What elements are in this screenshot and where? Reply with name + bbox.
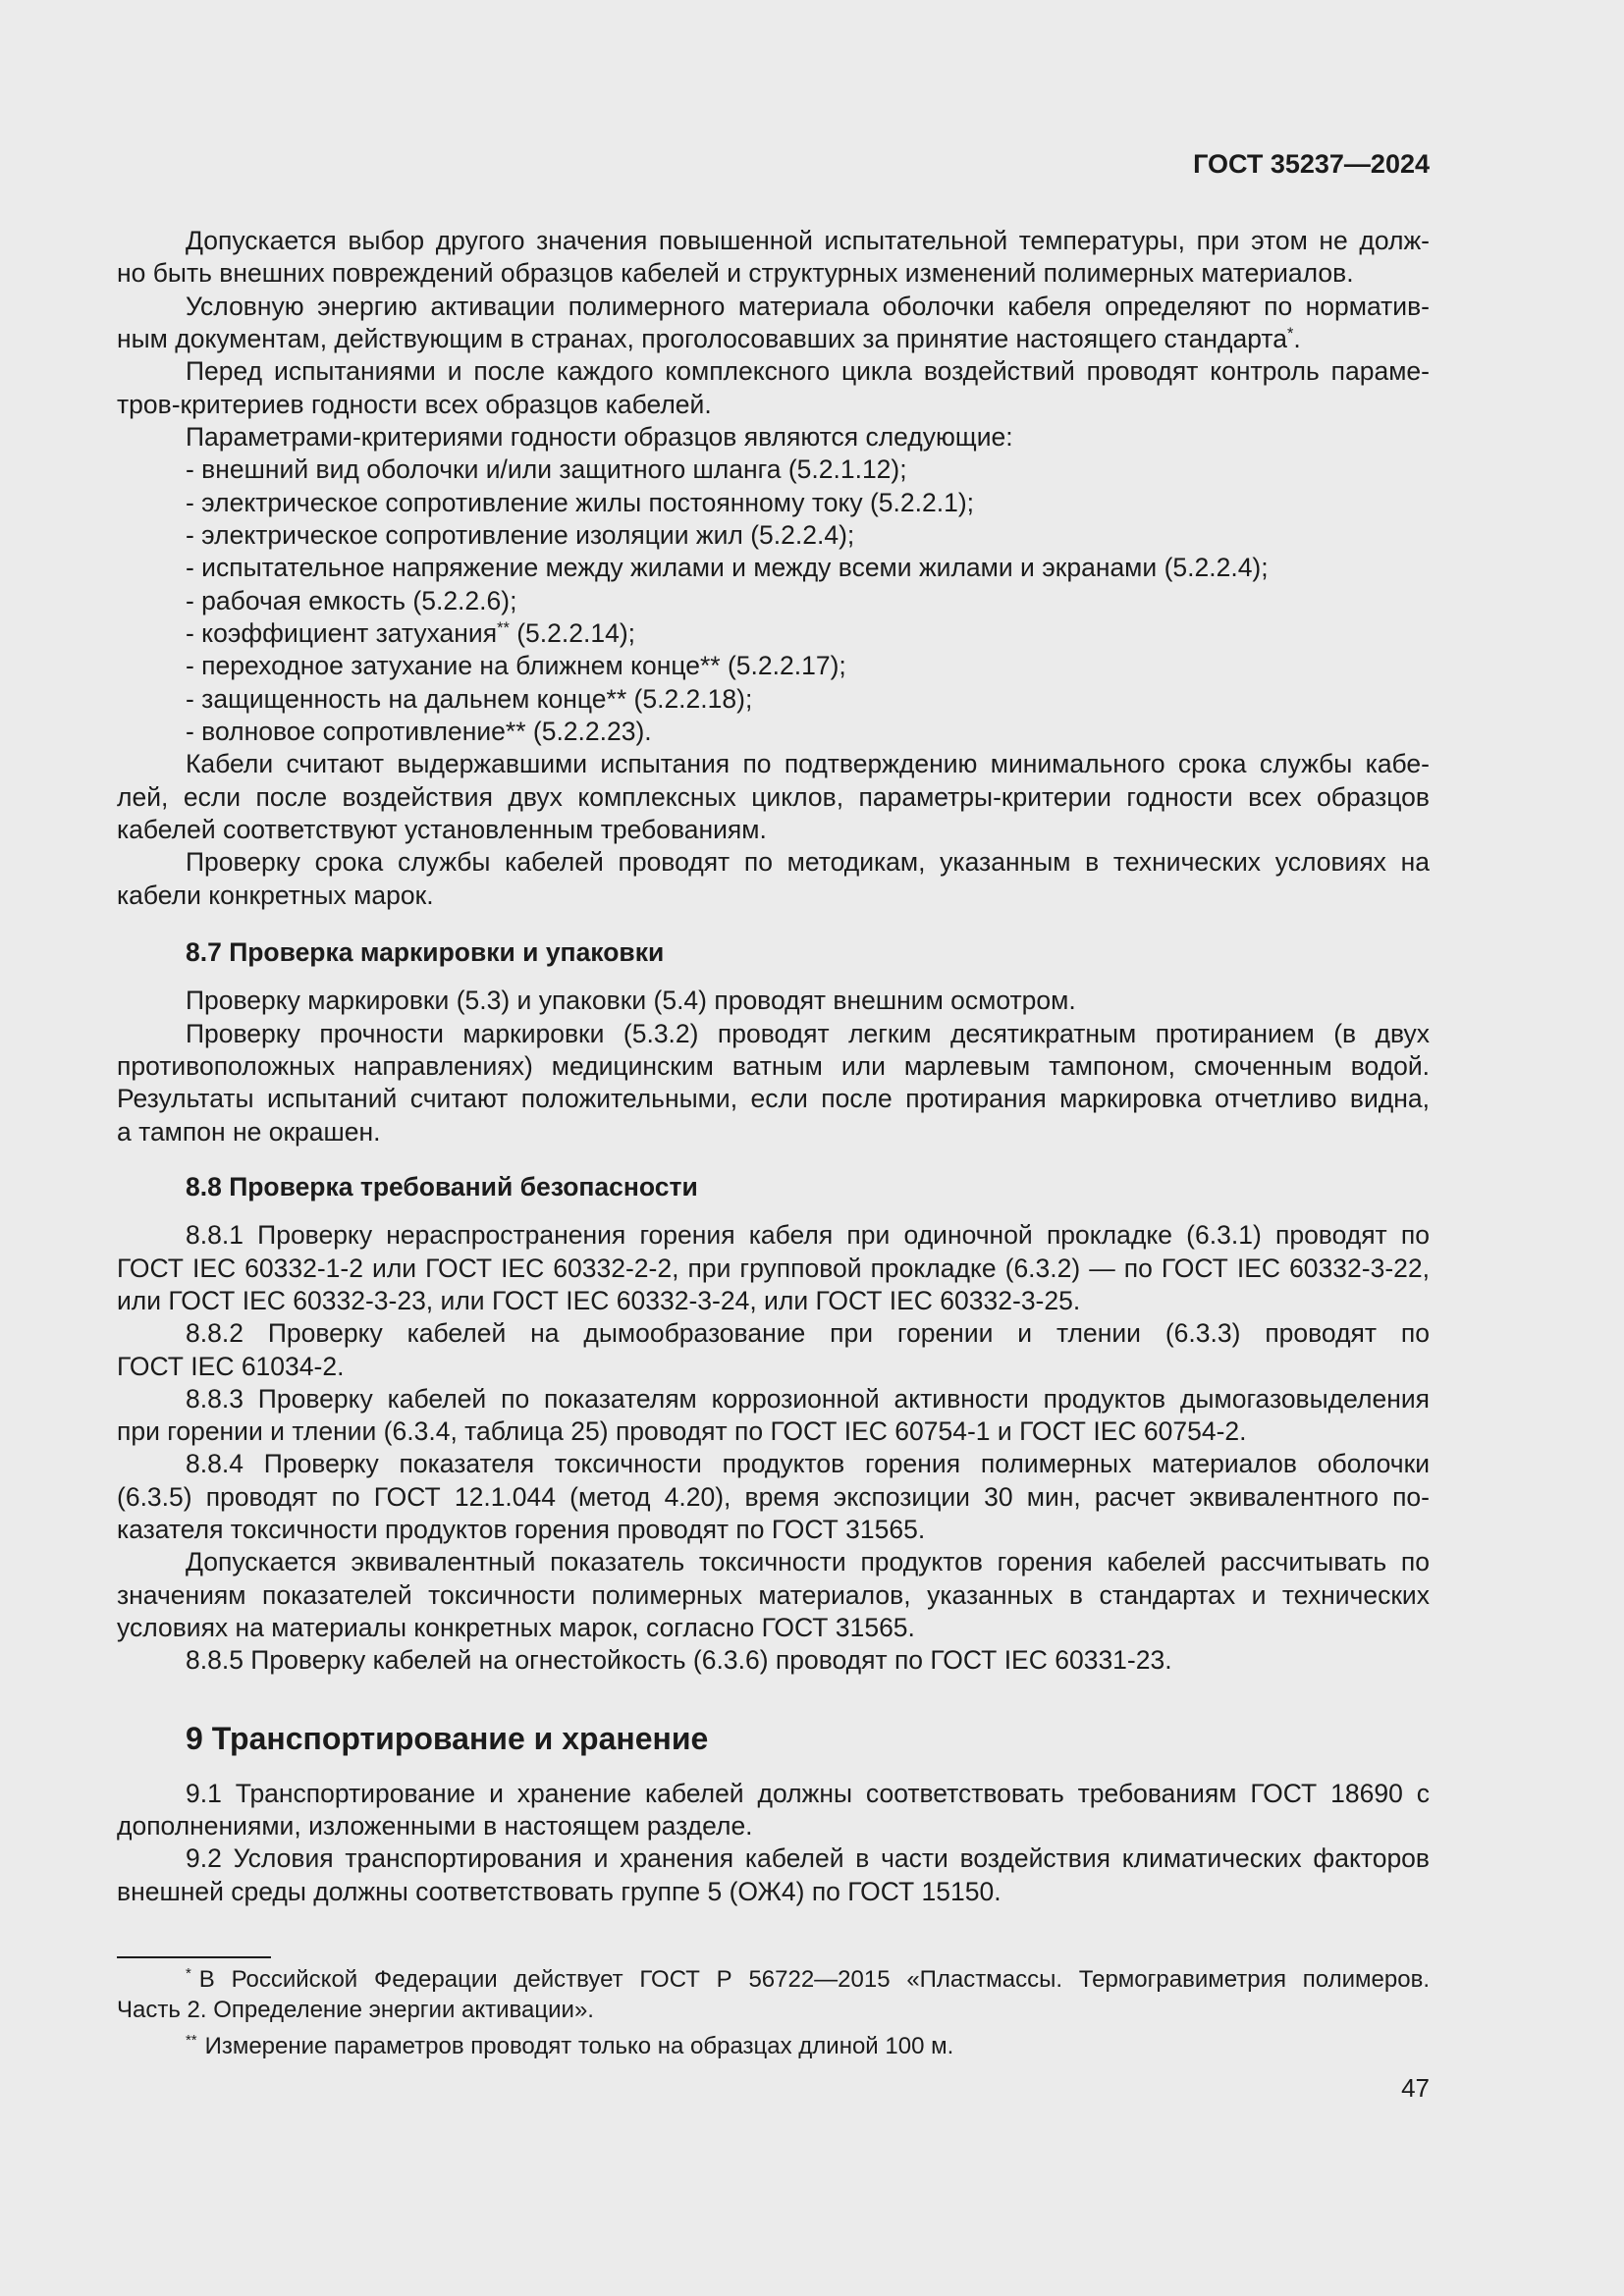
text-line: Проверку маркировки (5.3) и упаковки (5.4) проводят внешним осмотром. [186, 986, 1076, 1016]
footnotes [117, 1964, 1430, 2061]
text-segment: (5.2.2.14); [509, 617, 636, 648]
paragraph [117, 1644, 1430, 1677]
list-item: - защищенность на дальнем конце** (5.2.2.18); [186, 683, 753, 714]
text-line: а тампон не окрашен. [117, 1116, 381, 1147]
text-line: Результаты испытаний считают положительными, если после протирания маркировка отчетливо видна, [117, 1084, 1430, 1114]
list-item: - электрическое сопротивление жилы постоянному току (5.2.2.1); [186, 487, 975, 517]
document-designation: ГОСТ 35237—2024 [1193, 149, 1430, 179]
text-line: при горении и тлении (6.3.4, таблица 25) проводят по ГОСТ IEC 60754-1 и ГОСТ IEC 60754-2. [117, 1416, 1247, 1447]
text-segment: В Российской Федерации действует ГОСТ Р 56722—2015 «Пластмассы. Термогравиметрия полимеров. [198, 1966, 1430, 1993]
text-line: Проверку прочности маркировки (5.3.2) проводят легким десятикратным протиранием (в двух [186, 1018, 1430, 1048]
text-line: кабели конкретных марок. [117, 880, 434, 910]
text-line: кабелей соответствуют установленным требованиям. [117, 814, 767, 844]
text-line: Допускается эквивалентный показатель токсичности продуктов горения кабелей рассчитывать по [186, 1547, 1430, 1577]
main-text [117, 225, 1430, 1908]
text-line [117, 2031, 1430, 2061]
paragraph [117, 1546, 1430, 1644]
footnote [117, 1964, 1430, 2025]
list-item: - рабочая емкость (5.2.2.6); [186, 585, 517, 615]
paragraph [117, 985, 1430, 1017]
list-item: - электрическое сопротивление изоляции жил (5.2.2.4); [186, 519, 855, 550]
text-line: внешней среды должны соответствовать группе 5 (ОЖ4) по ГОСТ 15150. [117, 1876, 1001, 1906]
paragraph [117, 1383, 1430, 1449]
text-line: Проверку срока службы кабелей проводят по методикам, указанным в технических условиях на [186, 847, 1430, 878]
text-line: 9.2 Условия транспортирования и хранения кабелей в части воздействия климатических факторов [186, 1843, 1430, 1874]
paragraph [117, 1018, 1430, 1148]
section-heading-9: 9 Транспортирование и хранение [186, 1720, 709, 1756]
footnote-ref: * [1286, 324, 1294, 343]
text-line: Кабели считают выдержавшими испытания по подтверждению минимального срока службы кабе- [186, 749, 1430, 779]
paragraph [117, 1778, 1430, 1843]
text-line: дополнениями, изложенными в настоящем разделе. [117, 1811, 753, 1842]
text-line: 8.8.4 Проверку показателя токсичности продуктов горения полимерных материалов оболочки [186, 1449, 1430, 1479]
text-line: Перед испытаниями и после каждого комплексного цикла воздействий проводят контроль параме- [186, 356, 1430, 387]
text-line: но быть внешних повреждений образцов кабелей и структурных изменений полимерных материалов. [117, 258, 1354, 289]
list-item: - переходное затухание на ближнем конце** (5.2.2.17); [186, 651, 846, 681]
text-segment: - коэффициент затухания [186, 617, 498, 648]
text-line: Параметрами-критериями годности образцов являются следующие: [186, 421, 1013, 452]
text-line: условиях на материалы конкретных марок, согласно ГОСТ 31565. [117, 1613, 915, 1643]
paragraph [117, 846, 1430, 912]
text-line: Условную энергию активации полимерного материала оболочки кабеля определяют по норматив- [186, 291, 1430, 321]
section-heading-8-7: 8.7 Проверка маркировки и упаковки [186, 936, 665, 967]
paragraph [117, 421, 1430, 454]
paragraph [117, 225, 1430, 291]
text-line: 9.1 Транспортирование и хранение кабелей должны соответствовать требованиям ГОСТ 18690 с [186, 1778, 1430, 1808]
text-segment: Измерение параметров проводят только на образцах длиной 100 м. [204, 2033, 954, 2059]
text-line: 8.8.1 Проверку нераспространения горения кабеля при одиночной прокладке (6.3.1) проводят по [186, 1220, 1430, 1251]
list-item: - испытательное напряжение между жилами и между всеми жилами и экранами (5.2.2.4); [186, 553, 1269, 583]
text-line: ГОСТ IEC 60332-1-2 или ГОСТ IEC 60332-2-2, при групповой прокладке (6.3.2) — по ГОСТ IEC 60332-3-22, [117, 1253, 1430, 1283]
text-line: или ГОСТ IEC 60332-3-23, или ГОСТ IEC 60332-3-24, или ГОСТ IEC 60332-3-25. [117, 1285, 1081, 1315]
paragraph [117, 748, 1430, 846]
footnote-ref: ** [497, 618, 510, 637]
paragraph [117, 1219, 1430, 1317]
paragraph [117, 1448, 1430, 1546]
text-line: тров-критериев годности всех образцов кабелей. [117, 389, 712, 419]
text-line: ГОСТ IEC 61034-2. [117, 1351, 345, 1381]
paragraph [117, 355, 1430, 421]
text-line: Допускается выбор другого значения повышенной испытательной температуры, при этом не долж- [186, 226, 1430, 255]
text-segment: . [1293, 323, 1301, 353]
list-item [117, 617, 1430, 650]
text-line [117, 1964, 1430, 1995]
text-line: 8.8.5 Проверку кабелей на огнестойкость (6.3.6) проводят по ГОСТ IEC 60331-23. [186, 1645, 1172, 1676]
paragraph [117, 1317, 1430, 1383]
footnote-mark: ** [186, 2033, 197, 2050]
paragraph [117, 291, 1430, 356]
footnote [117, 2031, 1430, 2061]
section-heading-8-8: 8.8 Проверка требований безопасности [186, 1171, 698, 1201]
text-segment: ным документам, действующим в странах, проголосовавших за принятие настоящего стандарта [117, 323, 1287, 353]
text-line: (6.3.5) проводят по ГОСТ 12.1.044 (метод 4.20), время экспозиции 30 мин, расчет эквивалентного по- [117, 1481, 1430, 1512]
text-line: противоположных направлениях) медицинским ватным или марлевым тампоном, смоченным водой. [117, 1050, 1430, 1081]
text-line: Часть 2. Определение энергии активации». [117, 1997, 594, 2023]
criteria-list [117, 454, 1430, 748]
text-line: 8.8.2 Проверку кабелей на дымообразование при горении и тлении (6.3.3) проводят по [186, 1318, 1430, 1349]
list-item: - внешний вид оболочки и/или защитного шланга (5.2.1.12); [186, 454, 907, 485]
text-line: значениям показателей токсичности полимерных материалов, указанных в стандартах и технических [117, 1579, 1430, 1610]
footnote-separator [117, 1956, 271, 1958]
text-line: 8.8.3 Проверку кабелей по показателям коррозионной активности продуктов дымогазовыделения [186, 1383, 1430, 1414]
footnote-mark: * [186, 1966, 191, 1983]
text-line [117, 323, 1430, 355]
text-line: казателя токсичности продуктов горения проводят по ГОСТ 31565. [117, 1515, 926, 1545]
text-line: лей, если после воздействия двух комплексных циклов, параметры-критерии годности всех образцов [117, 781, 1430, 812]
page-number: 47 [1401, 2073, 1430, 2103]
list-item: - волновое сопротивление** (5.2.2.23). [186, 716, 652, 746]
paragraph [117, 1842, 1430, 1908]
